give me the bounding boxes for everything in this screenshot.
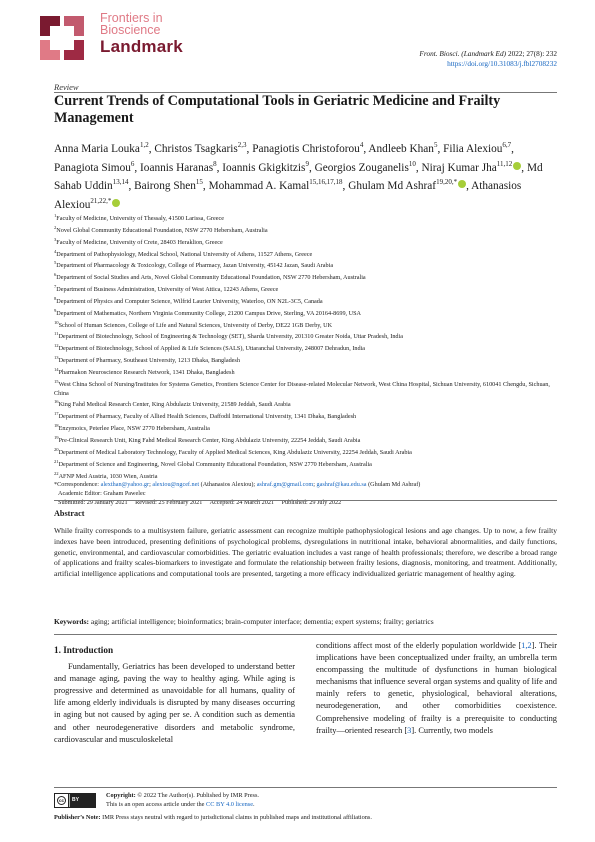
logo-text-line2: Bioscience bbox=[100, 23, 161, 37]
author-name: Andleeb Khan bbox=[368, 142, 434, 155]
body-column-left bbox=[54, 644, 295, 746]
affiliation-item bbox=[54, 271, 559, 283]
date-revised: Revised: 25 February 2021 bbox=[135, 498, 203, 506]
author-affiliation-ref: 15 bbox=[195, 178, 203, 187]
affiliation-text: Department of Pharmacy, Faculty of Allied Health Sciences, Daffodil International University, 1341 Dhaka, Bangladesh bbox=[58, 413, 357, 421]
author-affiliation-ref: 13,14 bbox=[112, 178, 129, 187]
affiliation-text: Department of Biotechnology, School of Applied & Life Sciences (SALS), Uttaranchal University, 248007 Dehradun, India bbox=[58, 345, 366, 353]
orcid-icon[interactable] bbox=[112, 199, 120, 207]
affiliation-item bbox=[54, 342, 559, 354]
article-title: Current Trends of Computational Tools in Geriatric Medicine and Frailty Management bbox=[54, 93, 501, 126]
affiliation-number: 14 bbox=[54, 366, 59, 372]
body-column-right bbox=[316, 640, 557, 737]
affiliation-text: Department of Biotechnology, School of Engineering & Technology (SET), Sharda University, 201310 Greater Noida, Uttar Pradesh, India bbox=[58, 333, 403, 341]
affiliation-item bbox=[54, 283, 559, 295]
affiliation-number: 11 bbox=[54, 331, 59, 337]
abstract-divider bbox=[54, 500, 557, 501]
author-affiliation-ref: 6 bbox=[130, 159, 135, 168]
author-name: Bairong Shen bbox=[134, 180, 196, 193]
footer-divider bbox=[54, 787, 557, 788]
email-link[interactable]: alexthan@yahoo.gr bbox=[100, 481, 150, 489]
affiliation-text: Pre-Clinical Research Unit, King Fahd Medical Research Center, King Abdulaziz University, 22254 Jeddah, Saudi Arabia bbox=[58, 437, 361, 445]
author-affiliation-ref: 2,3 bbox=[237, 141, 247, 149]
keywords-divider bbox=[54, 634, 557, 635]
affiliation-text: West China School of Nursing/Institutes for Systems Genetics, Frontiers Science Center for Disease-related Molecular Network, West China Hospital, Sichuan University, 610041 Chengdu, Sichuan, China bbox=[54, 380, 550, 397]
correspondence-separator: ; bbox=[149, 481, 153, 489]
body-paragraph: Fundamentally, Geriatrics has been developed to understand better and manage aging, paving the way to healthy aging. While aging is progressive and determined as unavoidable for all humans, quality of life among elderly individuals is disrupted by many diseases occurring in aging but not caused by aging per se. A condition such as dementia and other neurodegenerative disorders and metabolic syndrome, cardiovascular and musculoskeletal bbox=[54, 662, 295, 744]
license-end: . bbox=[253, 801, 255, 808]
publisher-note-text: IMR Press stays neutral with regard to jurisdictional claims in published maps and institutional affiliations. bbox=[100, 814, 372, 821]
affiliation-text: Enzymoics, Peterlee Place, NSW 2770 Hebersham, Australia bbox=[58, 425, 210, 433]
author-separator: , bbox=[415, 161, 422, 174]
affiliation-number: 8 bbox=[54, 295, 57, 301]
affiliation-text: Department of Pathophysiology, Medical School, National University of Athens, 11527 Athens, Greece bbox=[56, 250, 313, 258]
correspondence bbox=[54, 481, 559, 490]
date-published: Published: 29 July 2022 bbox=[281, 498, 342, 506]
author-separator: , bbox=[511, 142, 514, 155]
author-separator: , bbox=[437, 142, 444, 155]
author-separator: , bbox=[128, 180, 135, 193]
journal-volume: 2022; 27(8): 232 bbox=[507, 49, 557, 58]
body-text: conditions affect most of the elderly population worldwide [ bbox=[316, 641, 522, 650]
author bbox=[443, 143, 514, 155]
affiliation-item bbox=[54, 224, 559, 236]
affiliations bbox=[54, 212, 559, 508]
author-affiliation-ref: 1,2 bbox=[139, 141, 149, 149]
logo-text-line3: Landmark bbox=[100, 37, 183, 56]
journal-reference bbox=[337, 49, 557, 68]
copyright-text: © 2022 The Author(s). Published by IMR Press. bbox=[135, 792, 260, 799]
affiliation-number: 15 bbox=[54, 378, 59, 384]
affiliation-text: Department of Physics and Computer Science, Wilfrid Laurier University, Waterloo, ON N2L-3C5, Canada bbox=[56, 297, 323, 305]
affiliation-text: Faculty of Medicine, University of Thessaly, 41500 Larissa, Greece bbox=[56, 215, 224, 223]
author-name: Mohammad A. Kamal bbox=[208, 180, 310, 193]
journal-logo-icon bbox=[36, 12, 88, 64]
author-name: Niraj Kumar Jha bbox=[421, 161, 497, 174]
affiliation-number: 16 bbox=[54, 399, 59, 405]
affiliation-text: Department of Science and Engineering, Novel Global Community Educational Foundation, NSW 2770 Hebersham, Australia bbox=[58, 460, 372, 468]
author-affiliation-ref: 8 bbox=[213, 159, 217, 168]
author-affiliation-ref: 10 bbox=[408, 159, 416, 168]
author-name: Georgios Zouganelis bbox=[314, 161, 409, 174]
author-affiliation-ref: 6,7 bbox=[502, 141, 512, 149]
abstract-heading: Abstract bbox=[54, 509, 85, 518]
abstract-text: While frailty corresponds to a multisystem failure, geriatric assessment can recognize multiple pathophysiological lesions and age changes. Up to now, a few frailty indexes have been introduced, presenting definitions of psychological problems, dysregulations in nutritional intake, behavioral abnormalities, and daily functions, genetic, environmental, and cardiovascular comorbidities. The geriatric evaluation includes a vast range of health professionals; therefore, we describe a broad range of applications and frailty scales-biomarkers to investigate and formulate the relationship between frailty lesions, diagnosis, monitoring, and treatment. Additionally, artificial intelligence applications and computational tools are presented, targeting a more efficacy individualized geriatric management of healthy aging. bbox=[54, 526, 557, 578]
affiliation-item bbox=[54, 354, 559, 366]
affiliation-item bbox=[54, 307, 559, 319]
affiliation-text: Novel Global Community Educational Foundation, NSW 2770 Hebersham, Australia bbox=[56, 226, 268, 234]
keywords-label: Keywords: bbox=[54, 617, 89, 626]
author-separator: , bbox=[202, 180, 209, 193]
date-submitted: Submitted: 29 January 2021 bbox=[58, 498, 128, 506]
affiliation-number: 4 bbox=[54, 248, 57, 254]
author-name: Md Sahab Uddin bbox=[54, 161, 543, 193]
section-heading: 1. Introduction bbox=[54, 645, 114, 655]
doi-link[interactable]: https://doi.org/10.31083/j.fbl2708232 bbox=[447, 58, 557, 68]
keywords-list: aging; artificial intelligence; bioinformatics; brain-computer interface; dementia; expert systems; frailty; geriatrics bbox=[89, 617, 434, 626]
copyright-notice bbox=[106, 791, 259, 809]
author-list bbox=[54, 138, 559, 213]
email-link[interactable]: gashraf@kau.edu.sa bbox=[316, 481, 367, 489]
author bbox=[209, 180, 349, 192]
author bbox=[154, 143, 252, 155]
author bbox=[54, 159, 141, 174]
copyright-label: Copyright: bbox=[106, 792, 136, 799]
author bbox=[314, 159, 422, 174]
author-affiliation-ref: 4 bbox=[359, 141, 364, 149]
affiliation-text: Faculty of Medicine, University of Crete, 28403 Heraklion, Greece bbox=[56, 238, 223, 246]
email-link[interactable]: alexiou@ngcef.net bbox=[152, 481, 200, 489]
cc-icon: cc bbox=[58, 798, 65, 803]
author-affiliation-ref: 5 bbox=[433, 141, 438, 149]
journal-name: Front. Biosci. (Landmark Ed) bbox=[419, 49, 507, 58]
author bbox=[368, 143, 443, 155]
affiliation-number: 22 bbox=[54, 470, 59, 476]
body-text: ]. Currently, two models bbox=[411, 725, 493, 735]
affiliation-item bbox=[54, 248, 559, 260]
affiliation-item bbox=[54, 366, 559, 378]
author bbox=[54, 143, 154, 155]
affiliation-item bbox=[54, 330, 559, 342]
affiliation-number: 5 bbox=[54, 260, 57, 266]
keywords bbox=[54, 617, 557, 627]
author-name: Athanasios Alexiou bbox=[54, 180, 522, 212]
affiliation-number: 13 bbox=[54, 355, 59, 361]
affiliation-text: Department of Business Administration, University of West Attica, 12243 Athens, Greece bbox=[56, 286, 279, 294]
author-name: Ghulam Md Ashraf bbox=[348, 180, 437, 193]
affiliation-number: 9 bbox=[54, 307, 57, 313]
affiliation-text: Department of Medical Laboratory Technology, Faculty of Applied Medical Sciences, King Abdulaziz University, 22254 Jeddah, Saudi Arabia bbox=[58, 448, 412, 456]
author bbox=[252, 143, 368, 155]
affiliation-number: 20 bbox=[54, 446, 59, 452]
affiliation-number: 21 bbox=[54, 458, 59, 464]
affiliation-number: 18 bbox=[54, 423, 59, 429]
author-separator: , bbox=[342, 180, 349, 193]
affiliation-item bbox=[54, 212, 559, 224]
date-accepted: Accepted: 24 March 2021 bbox=[209, 498, 275, 506]
author-name: Filia Alexiou bbox=[443, 142, 503, 155]
affiliation-text: Department of Pharmacology & Toxicology, College of Pharmacy, Jazan University, 45142 Jazan, Saudi Arabia bbox=[56, 262, 334, 270]
author bbox=[348, 180, 471, 192]
author-affiliation-ref: 19,20,* bbox=[436, 178, 458, 187]
author-name: Christos Tsagkaris bbox=[154, 142, 238, 155]
body-paragraph-continued bbox=[316, 640, 557, 737]
correspondence-name: (Ghulam Md Ashraf) bbox=[366, 481, 421, 489]
correspondence-name: (Athanasios Alexiou); bbox=[199, 481, 257, 489]
author bbox=[134, 180, 208, 192]
author-separator: , bbox=[216, 161, 223, 174]
affiliation-item bbox=[54, 259, 559, 271]
author-separator: , bbox=[148, 142, 155, 155]
affiliation-item bbox=[54, 434, 559, 446]
author-name: Panagiota Simou bbox=[54, 161, 131, 174]
author-affiliation-ref: 15,16,17,18 bbox=[309, 178, 343, 187]
affiliation-item bbox=[54, 422, 559, 434]
affiliation-text: School of Human Sciences, College of Life and Natural Sciences, University of Derby, DE22 1GB Derby, UK bbox=[58, 321, 333, 329]
author-name: Ioannis Haranas bbox=[140, 161, 214, 174]
author bbox=[140, 159, 223, 174]
academic-editor: Academic Editor: Graham Pawelec bbox=[58, 490, 146, 498]
correspondence-separator: ; bbox=[313, 481, 317, 489]
author-separator: , bbox=[363, 142, 369, 155]
author-affiliation-ref: 21,22,* bbox=[90, 197, 112, 206]
cc-by-label: BY bbox=[72, 797, 79, 803]
license-link[interactable]: CC BY 4.0 license bbox=[206, 801, 254, 808]
affiliation-number: 17 bbox=[54, 411, 59, 417]
affiliation-item bbox=[54, 378, 559, 399]
affiliation-number: 19 bbox=[54, 434, 59, 440]
citation-link[interactable]: 3 bbox=[407, 725, 412, 735]
logo-text-line1: Frontiers in bbox=[100, 11, 163, 25]
affiliation-item bbox=[54, 236, 559, 248]
affiliation-number: 10 bbox=[54, 319, 59, 325]
author-affiliation-ref: 9 bbox=[305, 159, 309, 168]
affiliation-text: AFNP Med Austria, 1030 Wien, Austria bbox=[58, 472, 158, 480]
publisher-note bbox=[54, 813, 372, 822]
license-text: This is an open access article under the bbox=[106, 801, 207, 808]
correspondence-label: *Correspondence: bbox=[54, 481, 101, 489]
affiliation-item bbox=[54, 458, 559, 470]
affiliation-item bbox=[54, 319, 559, 331]
affiliation-text: Department of Social Studies and Arts, Novel Global Community Educational Foundation, NSW 2770 Hebersham, Australia bbox=[56, 274, 366, 282]
author-affiliation-ref: 11,12 bbox=[496, 159, 513, 168]
body-text: ]. Their implications have been conceptualized under frailty, an umbrella term encompassing the multitude of dysfunctions in human biological mechanisms that influence several organ systems and quality of life and mainly refers to genetic, physiological, behavioral alterations, neurodegeneration, and other comorbidities coexistence. Comprehensive modeling of frailty is a prerequisite to conducting frailty—oriented research [ bbox=[316, 641, 557, 735]
article-type: Review bbox=[54, 82, 79, 92]
author bbox=[421, 159, 527, 174]
affiliation-text: Department of Mathematics, Northern Virginia Community College, 21200 Campus Drive, Sterling, VA 20164-8699, USA bbox=[56, 309, 362, 317]
affiliation-item bbox=[54, 398, 559, 410]
author-separator: , bbox=[134, 161, 141, 174]
publisher-note-label: Publisher’s Note: bbox=[54, 814, 101, 821]
affiliation-number: 7 bbox=[54, 284, 57, 290]
affiliation-item bbox=[54, 295, 559, 307]
author-separator: , bbox=[308, 161, 315, 174]
affiliation-text: Pharmakon Neuroscience Research Network, 1341 Dhaka, Bangladesh bbox=[58, 369, 235, 377]
affiliation-number: 6 bbox=[54, 272, 57, 278]
author-separator: , bbox=[466, 180, 472, 193]
affiliation-number: 1 bbox=[54, 213, 57, 218]
author-name: Anna Maria Louka bbox=[54, 142, 140, 155]
journal-logo bbox=[36, 10, 206, 70]
affiliation-number: 3 bbox=[54, 236, 57, 242]
author-name: Panagiotis Christoforou bbox=[252, 142, 360, 155]
affiliation-text: King Fahd Medical Research Center, King Abdulaziz University, 21589 Jeddah, Saudi Arabia bbox=[58, 401, 291, 409]
affiliation-number: 2 bbox=[54, 224, 57, 230]
email-link[interactable]: ashraf.gm@gmail.com bbox=[256, 481, 314, 489]
author-name: Ioannis Gkigkitzis bbox=[222, 161, 306, 174]
orcid-icon[interactable] bbox=[458, 180, 466, 188]
cc-license-badge[interactable] bbox=[54, 793, 96, 808]
affiliation-item bbox=[54, 446, 559, 458]
author bbox=[222, 159, 315, 174]
author-separator: , bbox=[246, 142, 253, 155]
affiliation-text: Department of Pharmacy, Southeast University, 1213 Dhaka, Bangladesh bbox=[58, 357, 240, 365]
author-separator: , bbox=[521, 161, 527, 174]
affiliation-number: 12 bbox=[54, 343, 59, 349]
affiliation-item bbox=[54, 470, 559, 482]
citation-link[interactable]: 1,2 bbox=[521, 641, 532, 650]
affiliation-item bbox=[54, 410, 559, 422]
